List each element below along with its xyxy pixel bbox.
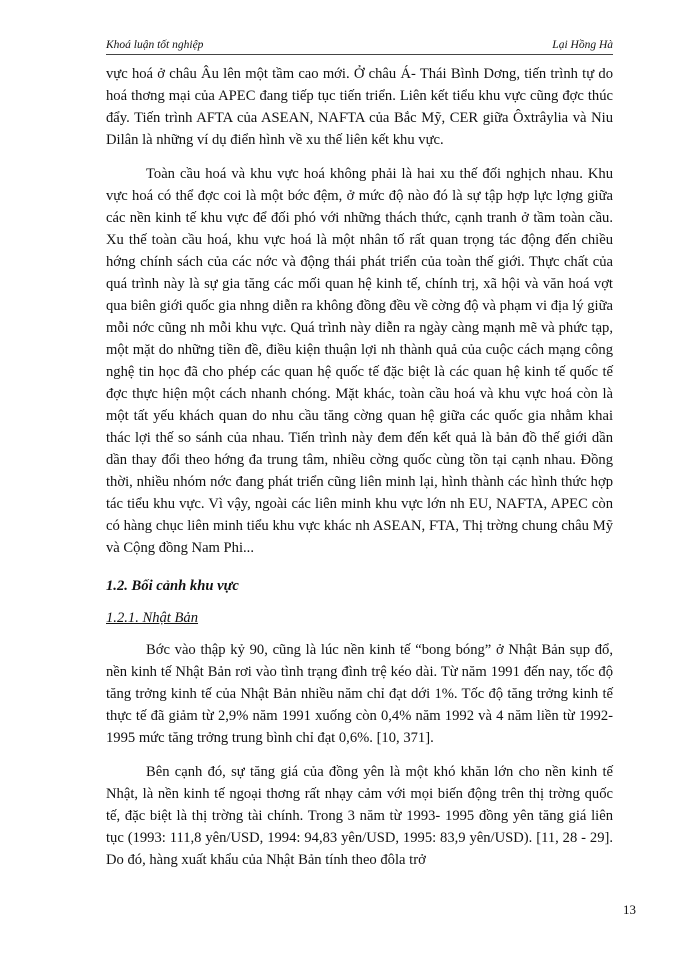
paragraph-1: vực hoá ở châu Âu lên một tầm cao mới. Ở châu Á- Thái Bình Dơng, tiến trình tự do hoá thơng mại của APEC đang tiếp tục tiến triển. Liên kết tiểu khu vực cũng đợc thúc đẩy. Tiến trình AFTA của ASEAN, NAFTA của Bắc Mỹ, CER giữa Ôxtrâylia và Niu Dilân là những ví dụ điển hình về xu thế liên kết khu vực.: [106, 66, 613, 148]
paragraph-3: Bớc vào thập kỷ 90, cũng là lúc nền kinh tế “bong bóng” ở Nhật Bản sụp đổ, nền kinh tế Nhật Bản rơi vào tình trạng đình trệ kéo dài. Từ năm 1991 đến nay, tốc độ tăng trởng kinh tế của Nhật Bản nhiều năm chỉ đạt dới 1%. Tốc độ tăng trởng kinh tế thực tế đã giảm từ 2,9% năm 1991 xuống còn 0,4% năm 1992 và 4 năm liền từ 1992- 1995 mức tăng trởng trung bình chỉ đạt 0,6%. [10, 371].: [106, 642, 613, 746]
section-heading: 1.2. Bối cảnh khu vực: [106, 578, 239, 594]
page-number: 13: [623, 902, 636, 917]
paragraph-4: Bên cạnh đó, sự tăng giá của đồng yên là một khó khăn lớn cho nền kinh tế Nhật, là nền kinh tế ngoại thơng rất nhạy cảm với mọi biến động trên thị trờng quốc tế, đặc biệt là thị trờng tài chính. Trong 3 năm từ 1993- 1995 đồng yên tăng giá liên tục (1993: 111,8 yên/USD, 1994: 94,83 yên/USD, 1995: 83,9 yên/USD). [11, 28 - 29]. Do đó, hàng xuất khẩu của Nhật Bản tính theo đôla trở: [106, 764, 613, 868]
header-thesis-label: Khoá luận tốt nghiệp: [106, 39, 204, 51]
document-body: [106, 63, 613, 883]
header-author-name: Lại Hồng Hà: [552, 39, 613, 51]
page-header: [106, 38, 613, 55]
paragraph-2: Toàn cầu hoá và khu vực hoá không phải là hai xu thế đối nghịch nhau. Khu vực hoá có thể đợc coi là một bớc đệm, ở mức độ nào đó là sự tập hợp lực lợng giữa các nền kinh tế khu vực để đối phó với những thách thức, cạnh tranh ở tầm toàn cầu. Xu thế toàn cầu hoá, khu vực hoá là một nhân tố rất quan trọng tác động đến chiều hớng chính sách của các nớc và động thái phát triển của toàn thế giới. Thực chất của quá trình này là sự gia tăng các mối quan hệ kinh tế, chính trị, xã hội và văn hoá vợt qua biên giới quốc gia nhng diễn ra không đồng đều về cờng độ và phạm vi địa lý giữa mỗi nớc cũng nh mỗi khu vực. Quá trình này diễn ra ngày càng mạnh mẽ và phức tạp, một mặt do những tiền đề, điều kiện thuận lợi nh thành quả của cuộc cách mạng công nghệ tin học đã cho phép các quan hệ quốc tế đặc biệt là các quan hệ kinh tế quốc tế đợc thực hiện một cách nhanh chóng. Mặt khác, toàn cầu hoá và khu vực hoá còn là một tất yếu khách quan do nhu cầu tăng cờng quan hệ giữa các quốc gia nhằm khai thác lợi thế so sánh của nhau. Tiến trình này đem đến kết quả là bản đồ thế giới dần dần thay đổi theo hớng đa trung tâm, nhiều cờng quốc cùng tồn tại cạnh nhau. Đồng thời, nhiều nhóm nớc đang phát triển cũng liên minh lại, hình thành các hình thức hợp tác tiểu khu vực. Vì vậy, ngoài các liên minh khu vực lớn nh EU, NAFTA, APEC còn có hàng chục liên minh tiểu khu vực khác nh ASEAN, FTA, Thị trờng chung châu Mỹ và Cộng đồng Nam Phi...: [106, 166, 613, 556]
subsection-heading: 1.2.1. Nhật Bản: [106, 610, 199, 626]
